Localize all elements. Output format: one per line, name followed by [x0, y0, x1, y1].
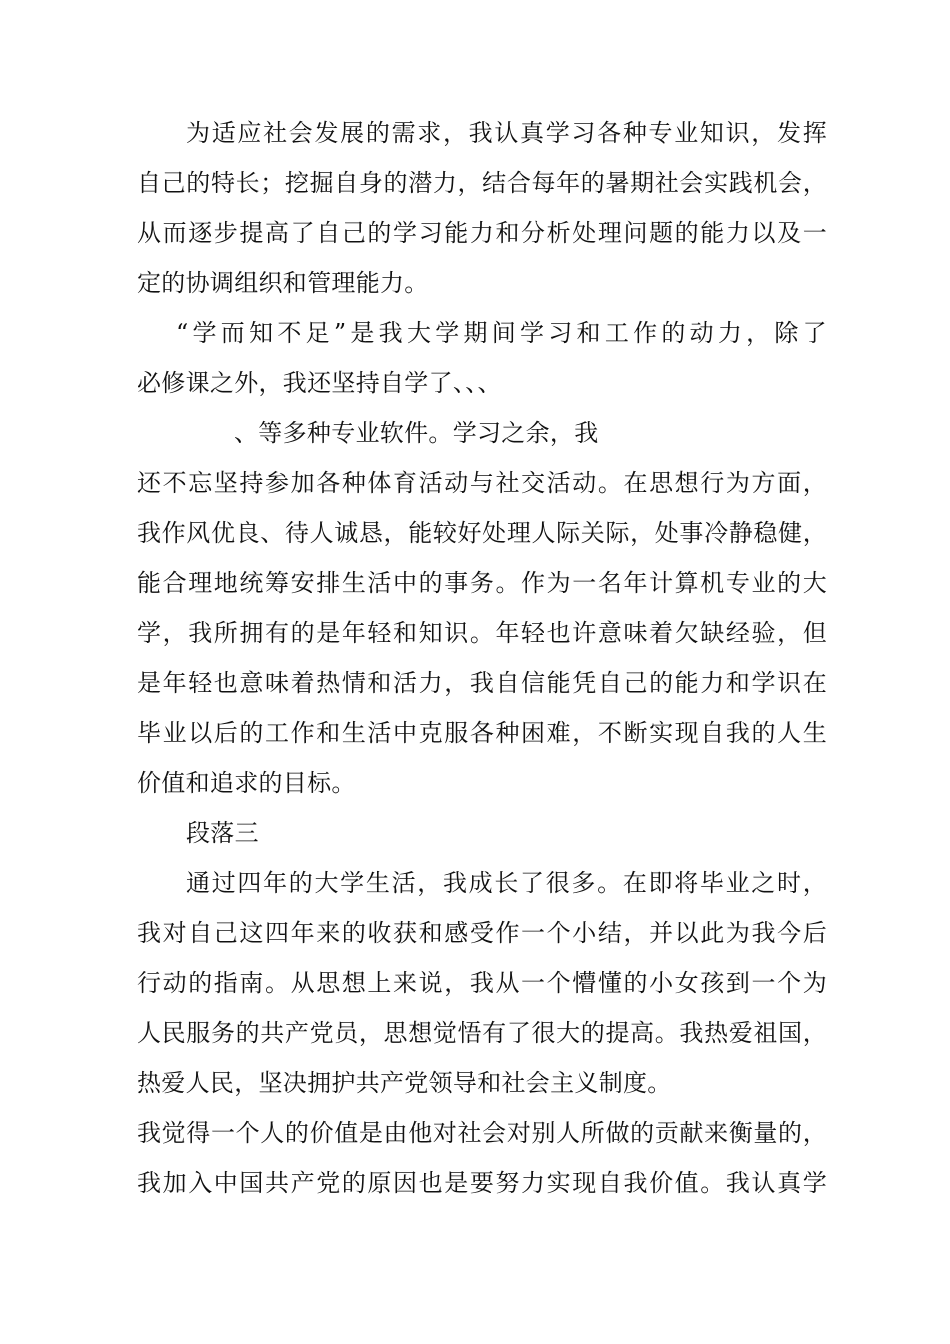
paragraph-2-line-7: 学，我所拥有的是年轻和知识。年轻也许意味着欠缺经验，但 [137, 619, 827, 647]
paragraph-3-line-5: 热爱人民，坚决拥护共产党领导和社会主义制度。 [137, 1069, 672, 1097]
paragraph-2-line-6: 能合理地统筹安排生活中的事务。作为一名年计算机专业的大 [137, 569, 827, 597]
paragraph-3-line-2: 我对自己这四年来的收获和感受作一个小结，并以此为我今后 [137, 919, 827, 947]
paragraph-2-line-3: 、等多种专业软件。学习之余，我 [234, 419, 599, 447]
paragraph-3-line-1: 通过四年的大学生活，我成长了很多。在即将毕业之时， [186, 869, 827, 897]
paragraph-2-line-10: 价值和追求的目标。 [137, 769, 356, 797]
paragraph-4-line-1: 我觉得一个人的价值是由他对社会对别人所做的贡献来衡量的， [137, 1119, 827, 1147]
paragraph-1-line-1: 为适应社会发展的需求，我认真学习各种专业知识，发挥 [186, 119, 827, 147]
paragraph-2-line-4: 还不忘坚持参加各种体育活动与社交活动。在思想行为方面， [137, 469, 827, 497]
paragraph-2-line-1: “学而知不足”是我大学期间学习和工作的动力，除了 [176, 319, 827, 347]
paragraph-1-line-4: 定的协调组织和管理能力。 [137, 269, 429, 297]
paragraph-4-line-2: 我加入中国共产党的原因也是要努力实现自我价值。我认真学 [137, 1169, 827, 1197]
paragraph-3-line-4: 人民服务的共产党员，思想觉悟有了很大的提高。我热爱祖国， [137, 1019, 827, 1047]
paragraph-3-line-3: 行动的指南。从思想上来说，我从一个懵懂的小女孩到一个为 [137, 969, 827, 997]
paragraph-2-line-9: 毕业以后的工作和生活中克服各种困难，不断实现自我的人生 [137, 719, 827, 747]
paragraph-1-line-2: 自己的特长；挖掘自身的潜力，结合每年的暑期社会实践机会， [137, 169, 827, 197]
paragraph-2-line-8: 是年轻也意味着热情和活力，我自信能凭自己的能力和学识在 [137, 669, 827, 697]
paragraph-2-line-2: 必修课之外，我还坚持自学了、、、 [137, 369, 502, 397]
paragraph-1-line-3: 从而逐步提高了自己的学习能力和分析处理问题的能力以及一 [137, 219, 827, 247]
section-heading: 段落三 [186, 819, 259, 847]
paragraph-2-line-5: 我作风优良、待人诚恳，能较好处理人际关际，处事冷静稳健， [137, 519, 827, 547]
